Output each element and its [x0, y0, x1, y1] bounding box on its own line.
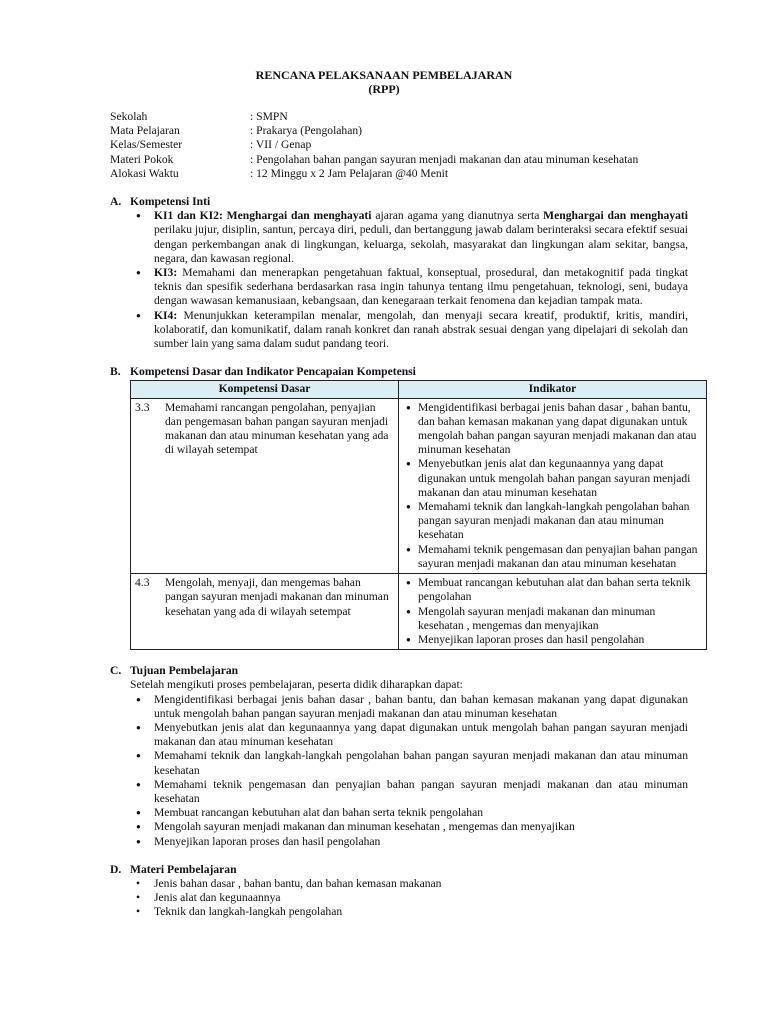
list-item: ● Menyejikan laporan proses dan hasil pengolahan: [403, 633, 702, 647]
section-b-body: [130, 380, 698, 650]
list-item: • Jenis alat dan kegunaannya: [130, 891, 688, 905]
kd-number: 4.3: [135, 576, 150, 590]
section-title: Kompetensi Inti: [130, 195, 211, 209]
info-row: [110, 138, 688, 152]
info-value: : SMPN: [250, 110, 288, 123]
section-title: Tujuan Pembelajaran: [130, 664, 239, 678]
identity-block: [110, 110, 688, 181]
list-item: ● Mengidentifikasi berbagai jenis bahan dasar , bahan bantu, dan bahan kemasan makanan yang dapat digunakan untuk mengolah bahan pangan sayuran menjadi makanan dan atau minuman kesehatan: [403, 401, 702, 458]
info-label: Mata Pelajaran: [110, 124, 180, 138]
kd-text: Memahami rancangan pengolahan, penyajian dan pengemasan bahan pangan sayuran menjadi makanan dan atau minuman kesehatan yang ada di wilayah setempat: [165, 400, 389, 457]
objective-list: [130, 693, 688, 849]
info-value: : 12 Minggu x 2 Jam Pelajaran @40 Menit: [250, 166, 449, 180]
info-label: Kelas/Semester: [110, 138, 183, 152]
list-item: • Jenis bahan dasar , bahan bantu, dan bahan kemasan makanan: [130, 877, 688, 891]
list-item: [130, 266, 688, 309]
list-item: ● Memahami teknik dan langkah-langkah pengolahan bahan pangan sayuran menjadi makanan dan atau minuman kesehatan: [403, 500, 702, 543]
material-list: [130, 877, 688, 920]
list-item: ● Menyebutkan jenis alat dan kegunaannya yang dapat digunakan untuk mengolah bahan pangan sayuran menjadi makanan dan atau minuman kesehatan: [130, 721, 688, 749]
info-label: Alokasi Waktu: [110, 166, 179, 180]
table-row: [131, 398, 707, 573]
table-row: [131, 574, 707, 650]
kd-number: 3.3: [135, 400, 150, 414]
ki-emphasis: Menghargai dan menghayati: [543, 209, 688, 223]
section-a-body: [130, 209, 688, 351]
section-title: Kompetensi Dasar dan Indikator Pencapaian Kompetensi: [130, 365, 416, 379]
ki-text: Memahami dan menerapkan pengetahuan faktual, konseptual, prosedural, dan metakognitif pada tingkat teknis dan spesifik sederhana berdasarkan rasa ingin tahunya tentang ilmu pengetahuan, teknologi, seni, budaya dengan wawasan kemanusiaan, kebangsaan, dan kenegaraan terkait fenomena dan kejadian tampak mata.: [154, 266, 688, 308]
list-item: [130, 209, 688, 266]
section-letter: A.: [110, 195, 122, 209]
column-header: Kompetensi Dasar: [131, 381, 399, 398]
section-d-heading: [110, 863, 688, 877]
info-row: [110, 124, 688, 138]
section-b-heading: [110, 365, 688, 379]
section-letter: C.: [110, 664, 122, 678]
kd-indicator-table: [130, 380, 707, 650]
info-label: Sekolah: [110, 110, 148, 123]
section-c-heading: [110, 664, 688, 678]
ki-emphasis: Menghargai dan menghayati: [222, 209, 372, 223]
kd-cell: [131, 574, 399, 650]
indicator-cell: [399, 398, 707, 573]
info-row: [110, 153, 688, 167]
section-intro: Setelah mengikuti proses pembelajaran, peserta didik diharapkan dapat:: [130, 678, 463, 692]
ki-text: perilaku jujur, disiplin, santun, percaya diri, peduli, dan bertanggung jawab dalam berinteraksi secara efektif sesuai dengan perkembangan anak di lingkungan, keluarga, sekolah, masyarakat dan lingkungan alam sekitar, bangsa, negara, dan kawasan regional.: [154, 223, 688, 265]
list-item: ● Mengidentifikasi berbagai jenis bahan dasar , bahan bantu, dan bahan kemasan makanan yang dapat digunakan untuk mengolah bahan pangan sayuran menjadi makanan dan atau minuman kesehatan: [130, 693, 688, 721]
table-header-row: [131, 381, 707, 398]
ki-label: KI1 dan KI2:: [154, 209, 223, 223]
indicator-cell: [399, 574, 707, 650]
info-label: Materi Pokok: [110, 152, 174, 166]
list-item: ● Membuat rancangan kebutuhan alat dan bahan serta teknik pengolahan: [403, 576, 702, 604]
section-title: Materi Pembelajaran: [130, 862, 237, 876]
list-item: ● Memahami teknik dan langkah-langkah pengolahan bahan pangan sayuran menjadi makanan dan atau minuman kesehatan: [130, 749, 688, 777]
info-value: : VII / Genap: [250, 138, 312, 152]
section-c-body: [130, 678, 688, 848]
column-header: Indikator: [399, 381, 707, 398]
list-item: [130, 309, 688, 352]
section-a-heading: [110, 195, 688, 209]
list-item: ● Mengolah sayuran menjadi makanan dan minuman kesehatan , mengemas dan menyajikan: [130, 820, 688, 834]
section-letter: D.: [110, 862, 122, 876]
ki-text: ajaran agama yang dianutnya serta: [371, 209, 544, 223]
list-item: • Teknik dan langkah-langkah pengolahan: [130, 905, 688, 919]
list-item: ● Menyebutkan jenis alat dan kegunaannya yang dapat digunakan untuk mengolah bahan pangan sayuran menjadi makanan dan atau minuman kesehatan: [403, 457, 702, 500]
ki-label: KI4:: [154, 308, 178, 322]
ki-text: Menunjukkan keterampilan menalar, mengolah, dan menyaji secara kreatif, produktif, kritis, mandiri, kolaboratif, dan komunikatif, dalam ranah konkret dan ranah abstrak sesuai dengan yang dipelajari di sekolah dan sumber lain yang sama dalam sudut pandang teori.: [154, 308, 688, 351]
list-item: ● Menyejikan laporan proses dan hasil pengolahan: [130, 835, 688, 849]
document-title: [80, 68, 688, 96]
indicator-list: [403, 576, 702, 647]
info-row: [110, 167, 688, 181]
section-d-body: [130, 877, 688, 920]
info-value: : Prakarya (Pengolahan): [250, 124, 363, 138]
title-line-1: RENCANA PELAKSANAAN PEMBELAJARAN: [255, 68, 513, 82]
list-item: ● Memahami teknik pengemasan dan penyajian bahan pangan sayuran menjadi makanan dan atau minuman kesehatan: [403, 543, 702, 571]
ki-label: KI3:: [154, 266, 178, 280]
list-item: ● Memahami teknik pengemasan dan penyajian bahan pangan sayuran menjadi makanan dan atau minuman kesehatan: [130, 778, 688, 806]
info-value: : Pengolahan bahan pangan sayuran menjadi makanan dan atau minuman kesehatan: [250, 152, 639, 166]
ki-list: [130, 209, 688, 351]
indicator-list: [403, 401, 702, 571]
info-row: [110, 110, 688, 124]
title-line-2: (RPP): [368, 82, 400, 96]
list-item: ● Mengolah sayuran menjadi makanan dan minuman kesehatan , mengemas dan menyajikan: [403, 605, 702, 633]
kd-text: Mengolah, menyaji, dan mengemas bahan pangan sayuran menjadi makanan dan minuman kesehatan yang ada di wilayah setempat: [165, 576, 389, 618]
list-item: ● Membuat rancangan kebutuhan alat dan bahan serta teknik pengolahan: [130, 806, 688, 820]
section-letter: B.: [110, 365, 121, 379]
kd-cell: [131, 398, 399, 573]
